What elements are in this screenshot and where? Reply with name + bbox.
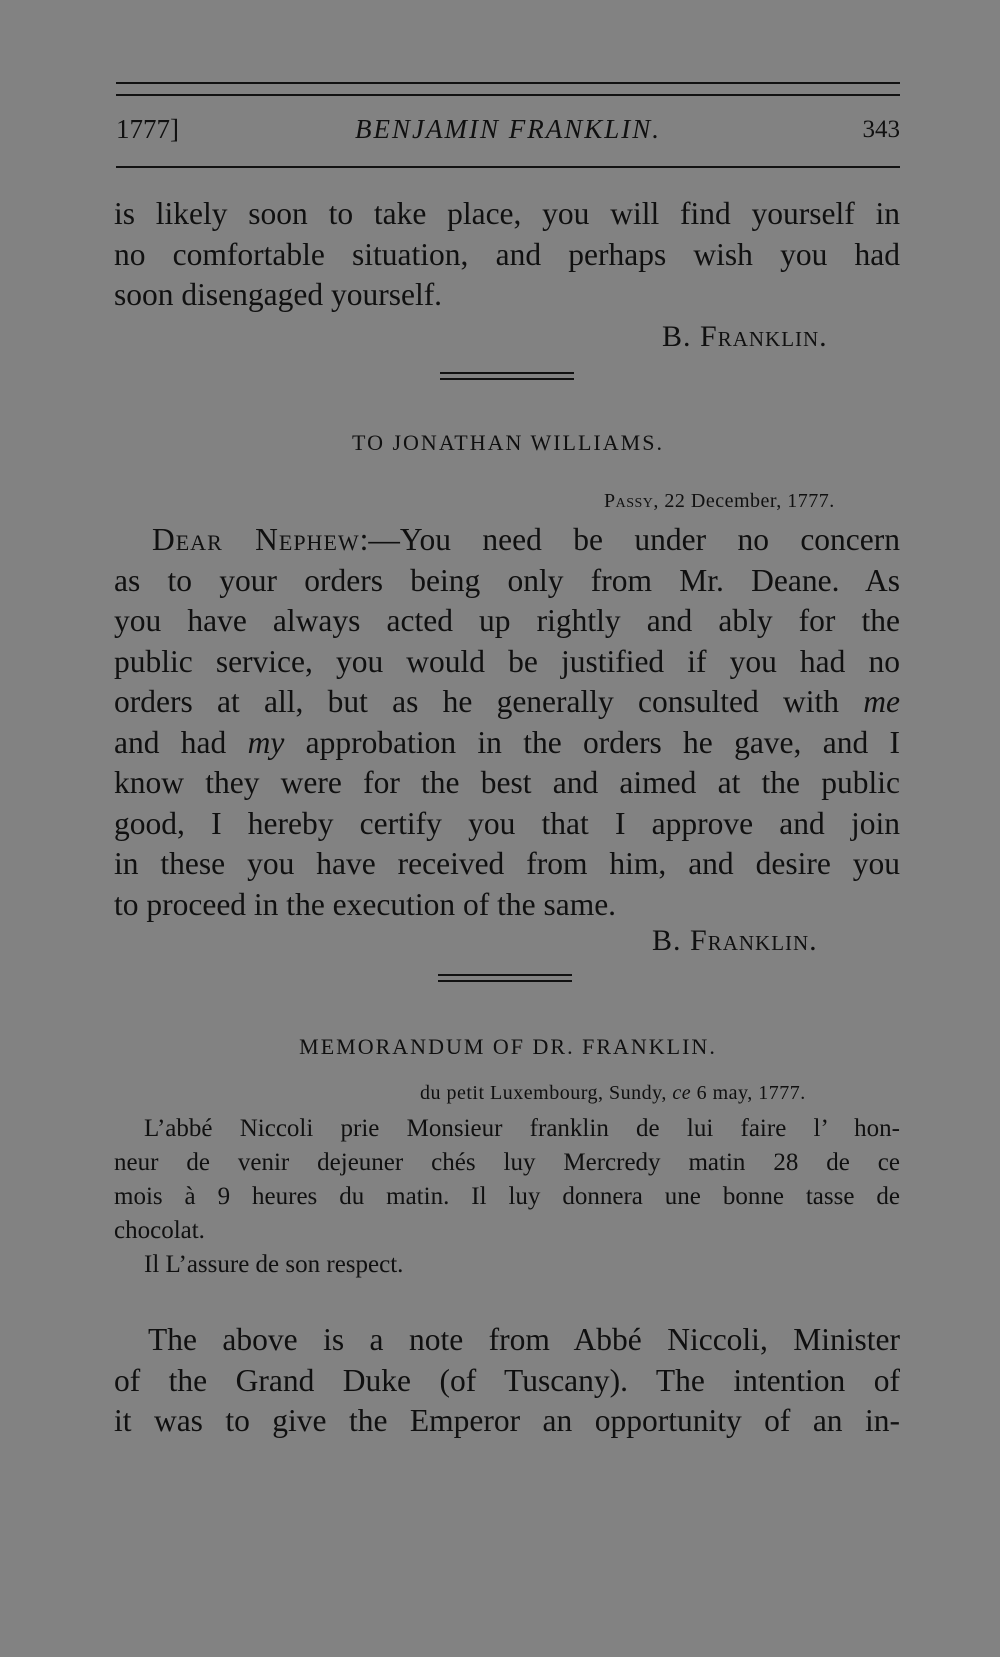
text-line: of the Grand Duke (of Tuscany). The intention of — [114, 1362, 900, 1398]
signature-1 — [662, 320, 828, 354]
text-line: good, I hereby certify you that I approve and join — [114, 805, 900, 841]
italic-word: my — [247, 724, 285, 760]
dateline-date: 22 December, 1777. — [664, 490, 835, 512]
header-top-rule-inner — [116, 94, 900, 96]
commentary-paragraph — [114, 1320, 900, 1442]
text-line: know they were for the best and aimed at the public — [114, 765, 900, 800]
running-title: BENJAMIN FRANKLIN. — [355, 114, 661, 144]
signature-text: B. Franklin. — [662, 320, 828, 353]
header-year: 1777] — [116, 114, 179, 144]
text-fragment: :—You need be under no concern — [359, 522, 901, 557]
text-line: L’abbé Niccoli prie Monsieur franklin de lui faire l’ hon- — [144, 1115, 900, 1142]
text-line: it was to give the Emperor an opportunity of an in- — [114, 1403, 900, 1438]
text-line — [114, 723, 900, 764]
text-line: no comfortable situation, and perhaps wish you had — [114, 236, 900, 272]
text-line: chocolat. — [114, 1217, 205, 1244]
continuation-paragraph — [114, 194, 900, 316]
letter-heading: TO JONATHAN WILLIAMS. — [352, 430, 664, 455]
text-line: The above is a note from Abbé Niccoli, Minister — [148, 1322, 900, 1357]
salutation: Dear Nephew — [152, 522, 360, 557]
text-line — [114, 682, 900, 723]
text-fragment: orders at all, but as he generally consulted with — [114, 684, 840, 719]
header-bottom-rule — [116, 166, 900, 168]
text-line: as to your orders being only from Mr. Deane. As — [114, 562, 900, 598]
text-line: soon disengaged yourself. — [114, 277, 443, 312]
running-header — [116, 114, 900, 148]
page-number: 343 — [862, 116, 900, 143]
text-line: Il L’assure de son respect. — [144, 1251, 404, 1278]
text-line: mois à 9 heures du matin. Il luy donnera une bonne tasse de — [114, 1183, 900, 1210]
dateline-place: Passy, — [604, 490, 659, 512]
signature-2 — [652, 924, 818, 958]
text-line: is likely soon to take place, you will find yourself in — [114, 196, 900, 231]
text-line — [114, 520, 900, 561]
dateline-post: 6 may, 1777. — [696, 1082, 806, 1104]
header-top-rule — [116, 82, 900, 84]
text-fragment: and had — [114, 724, 227, 760]
signature-text: B. Franklin. — [652, 924, 818, 957]
text-fragment: approbation in the orders he gave, and I — [305, 724, 901, 760]
text-line: public service, you would be justified if you had no — [114, 643, 900, 679]
section-divider — [440, 372, 574, 384]
text-line: neur de venir dejeuner chés luy Mercredy matin 28 de ce — [114, 1149, 900, 1176]
text-line: in these you have received from him, and desire you — [114, 846, 900, 881]
memorandum-heading: MEMORANDUM OF DR. FRANKLIN. — [299, 1034, 717, 1059]
text-line: you have always acted up rightly and ably for the — [114, 603, 900, 638]
memorandum-dateline — [420, 1082, 806, 1105]
dateline-pre: du petit Luxembourg, Sundy, — [420, 1082, 667, 1104]
text-line: to proceed in the execution of the same. — [114, 886, 617, 922]
memorandum-body — [114, 1112, 900, 1282]
letter-dateline — [604, 490, 835, 513]
section-divider — [438, 974, 572, 986]
letter-body — [114, 520, 900, 925]
italic-word: me — [863, 684, 901, 719]
dateline-ce: ce — [672, 1082, 692, 1104]
